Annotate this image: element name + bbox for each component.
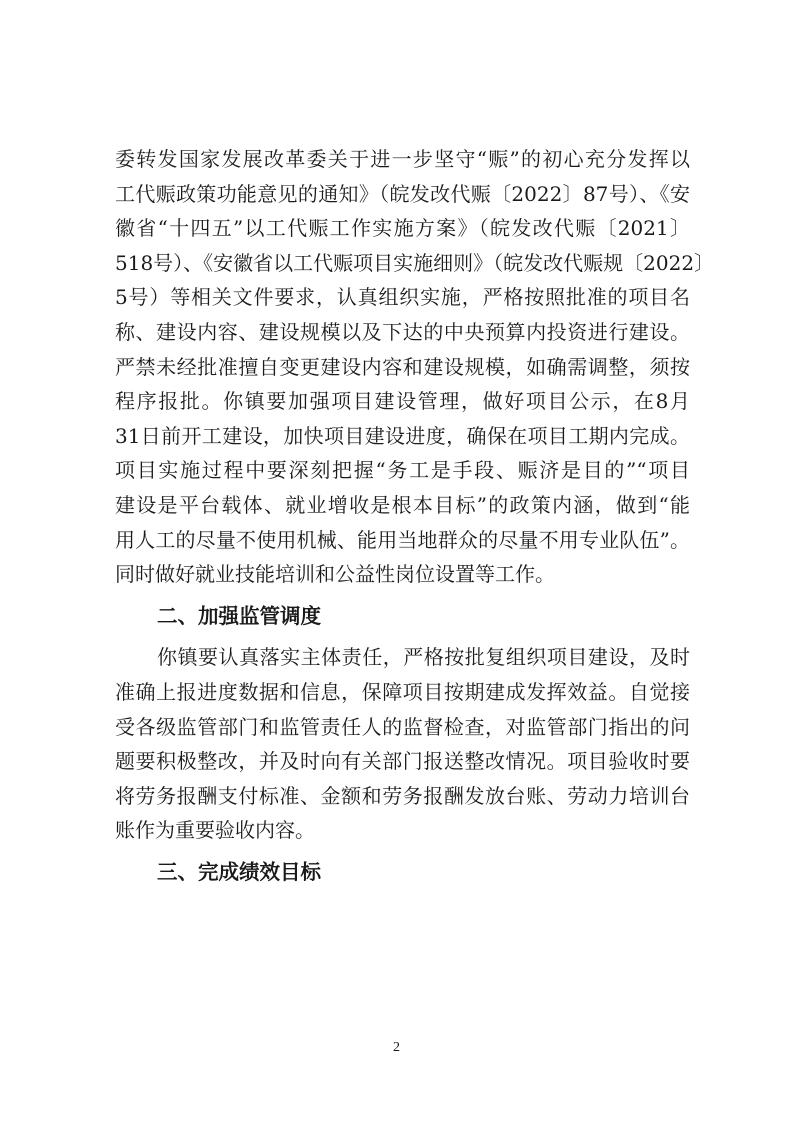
text-line: 程序报批。你镇要加强项目建设管理，做好项目公示，在8月 (115, 389, 690, 414)
text-line: 工代赈政策功能意见的通知》（皖发改代赈〔2022〕87号）、《安 (115, 181, 690, 206)
text-line: 题要积极整改，并及时向有关部门报送整改情况。项目验收时要 (115, 749, 690, 774)
text-line: 用人工的尽量不使用机械、能用当地群众的尽量不用专业队伍”。 (115, 527, 690, 552)
text-line: 受各级监管部门和监管责任人的监督检查，对监管部门指出的问 (115, 714, 690, 739)
text-line: 同时做好就业技能培训和公益性岗位设置等工作。 (115, 562, 555, 587)
text-line: 建设是平台载体、就业增收是根本目标”的政策内涵，做到“能 (115, 492, 690, 517)
text-line: 账作为重要验收内容。 (115, 818, 315, 843)
text-line: 称、建设内容、建设规模以及下达的中央预算内投资进行建设。 (115, 319, 690, 344)
text-line: 严禁未经批准擅自变更建设内容和建设规模，如确需调整，须按 (115, 354, 690, 379)
text-line: 徽省“十四五”以工代赈工作实施方案》（皖发改代赈〔2021〕 (115, 216, 690, 241)
text-line: 将劳务报酬支付标准、金额和劳务报酬发放台账、劳动力培训台 (115, 783, 690, 808)
text-line: 31日前开工建设，加快项目建设进度，确保在项目工期内完成。 (115, 423, 690, 448)
text-line: 5号）等相关文件要求，认真组织实施，严格按照批准的项目名 (115, 285, 690, 310)
section-heading-performance: 三、完成绩效目标 (157, 859, 321, 884)
text-line: 委转发国家发展改革委关于进一步坚守“赈”的初心充分发挥以 (115, 147, 690, 171)
text-line: 准确上报进度数据和信息，保障项目按期建成发挥效益。自觉接 (115, 679, 690, 704)
text-line: 你镇要认真落实主体责任，严格按批复组织项目建设，及时 (157, 645, 690, 670)
paragraph-supervision (115, 640, 690, 848)
document-body (115, 142, 715, 889)
text-line: 项目实施过程中要深刻把握“务工是手段、赈济是目的”“项目 (115, 458, 690, 483)
paragraph-policy-implementation (115, 142, 715, 592)
section-heading-supervision: 二、加强监管调度 (157, 603, 321, 628)
page-number: 2 (393, 1040, 400, 1055)
text-line: 518号）、《安徽省以工代赈项目实施细则》（皖发改代赈规〔2022〕 (115, 250, 715, 275)
